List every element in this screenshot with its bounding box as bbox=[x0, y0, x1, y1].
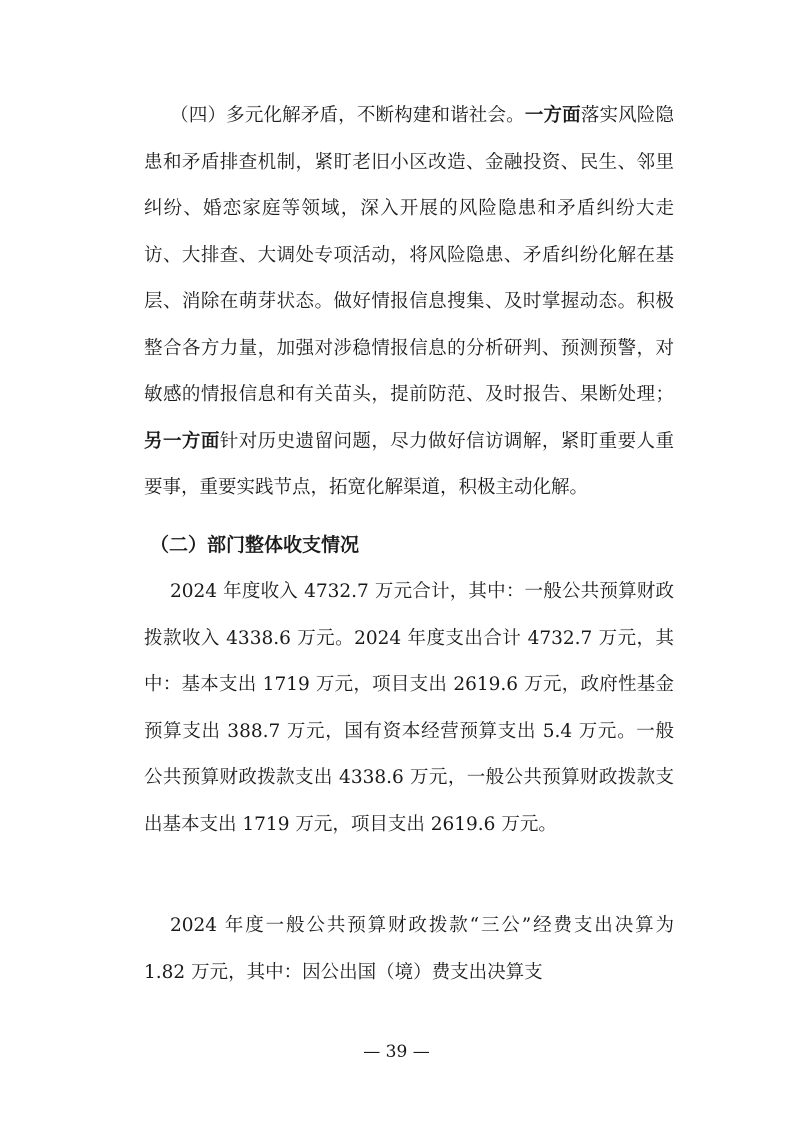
page-number: — 39 — bbox=[363, 1042, 430, 1062]
emphasis-first-aspect: 一方面 bbox=[524, 105, 581, 126]
section-heading: （二）部门整体收支情况 bbox=[150, 534, 360, 556]
emphasis-second-aspect: 另一方面 bbox=[144, 430, 220, 452]
paragraph-three-public-expenses bbox=[144, 903, 674, 996]
paragraph-text: 2024 年度一般公共预算财政拨款“三公”经费支出决算为 1.82 万元，其中：因公出国（境）费支出决算支 bbox=[144, 915, 674, 983]
paragraph-text: 落实风险隐患和矛盾排查机制，紧盯老旧小区改造、金融投资、民生、邻里纠纷、婚恋家庭等领域，深入开展的风险隐患和矛盾纠纷大走访、大排查、大调处专项活动，将风险隐患、矛盾纠纷化解在基层、消除在萌芽状态。做好情报信息搜集、及时掌握动态。积极整合各方力量，加强对涉稳情报信息的分析研判、预测预警，对敏感的情报信息和有关苗头，提前防范、及时报告、果断处理； bbox=[144, 105, 674, 405]
paragraph-text: 2024 年度收入 4732.7 万元合计，其中：一般公共预算财政拨款收入 4338.6 万元。2024 年度支出合计 4732.7 万元，其中：基本支出 1719 万元，项目支出 2619.6 万元，政府性基金预算支出 388.7 万元，国有资本经营预算支出 5.4 万元。一般公共预算财政拨款支出 4338.6 万元，一般公共预算财政拨款支出基本支出 1719 万元，项目支出 2619.6 万元。 bbox=[144, 581, 674, 835]
paragraph-conflict-resolution bbox=[144, 93, 674, 512]
paragraph-text: （四）多元化解矛盾，不断构建和谐社会。 bbox=[170, 105, 525, 126]
paragraph-text: 针对历史遗留问题，尽力做好信访调解，紧盯重要人重要事，重要实践节点，拓宽化解渠道，积极主动化解。 bbox=[144, 430, 674, 498]
paragraph-income-expenditure bbox=[144, 569, 674, 848]
